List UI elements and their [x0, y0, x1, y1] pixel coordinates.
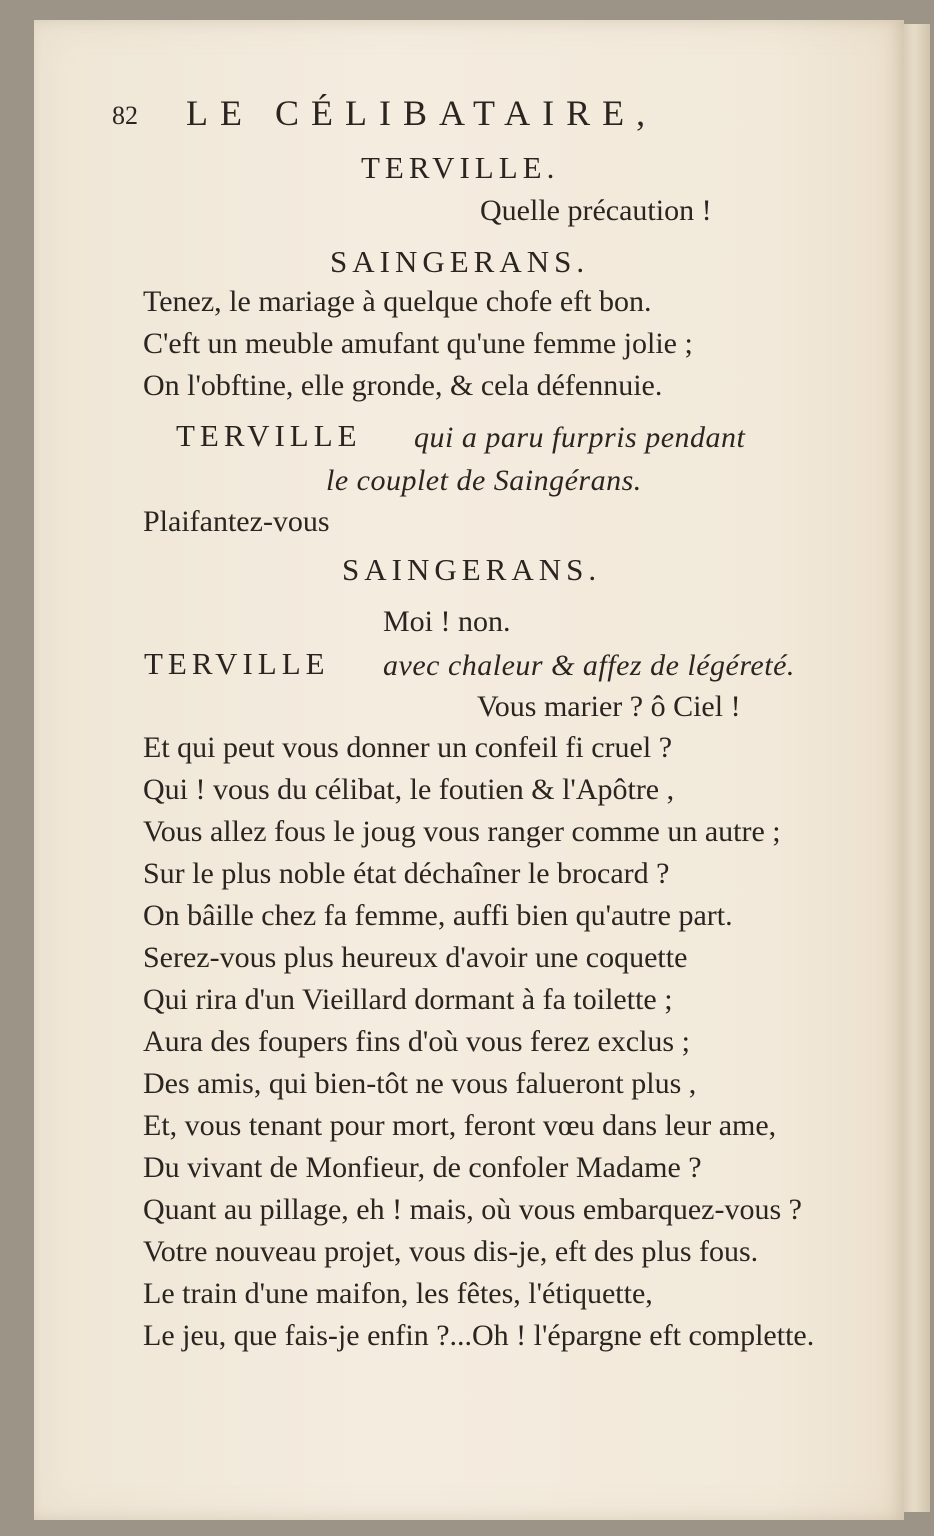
speaker-name: SAINGERANS. [330, 244, 590, 279]
stage-direction: le couplet de Saingérans. [326, 464, 642, 497]
verse-line: Tenez, le mariage à quelque chofe eft bon. [143, 285, 652, 318]
verse-line: Du vivant de Monfieur, de confoler Madame ? [143, 1151, 702, 1184]
verse-line: Vous marier ? ô Ciel ! [477, 690, 741, 723]
page-number: 82 [112, 101, 138, 130]
verse-line: Et qui peut vous donner un confeil fi cruel ? [143, 731, 673, 764]
stage-direction: qui a paru furpris pendant [414, 421, 746, 454]
verse-line: Qui rira d'un Vieillard dormant à fa toilette ; [143, 983, 673, 1016]
verse-line: Quelle précaution ! [480, 194, 712, 227]
verse-line: Votre nouveau projet, vous dis-je, eft des plus fous. [143, 1235, 759, 1268]
verse-line: Vous allez fous le joug vous ranger comme un autre ; [143, 815, 781, 848]
verse-line: Serez-vous plus heureux d'avoir une coquette [143, 941, 688, 974]
verse-line: Aura des foupers fins d'où vous ferez exclus ; [143, 1025, 690, 1058]
verse-line: Le jeu, que fais-je enfin ?...Oh ! l'épargne eft complette. [143, 1319, 815, 1352]
running-title: LE CÉLIBATAIRE, [186, 93, 658, 133]
verse-line: C'eft un meuble amufant qu'une femme jolie ; [143, 327, 693, 360]
speaker-name: TERVILLE [176, 418, 362, 453]
verse-line: Et, vous tenant pour mort, feront vœu dans leur ame, [143, 1109, 777, 1142]
verse-line: Qui ! vous du célibat, le foutien & l'Apôtre , [143, 773, 675, 806]
verse-line: Des amis, qui bien-tôt ne vous falueront plus , [143, 1067, 697, 1100]
speaker-name: TERVILLE. [361, 150, 560, 185]
verse-line: On l'obftine, elle gronde, & cela défennuie. [143, 369, 663, 402]
speaker-name: SAINGERANS. [342, 552, 602, 587]
adjacent-page-edge [904, 24, 930, 1512]
verse-line: Sur le plus noble état déchaîner le brocard ? [143, 857, 670, 890]
verse-line: Quant au pillage, eh ! mais, où vous embarquez-vous ? [143, 1193, 802, 1226]
verse-line: Plaifantez-vous [143, 505, 330, 538]
verse-line: Moi ! non. [383, 605, 511, 638]
verse-line: Le train d'une maifon, les fêtes, l'étiquette, [143, 1277, 653, 1310]
verse-line: On bâille chez fa femme, auffi bien qu'autre part. [143, 899, 733, 932]
stage-direction: avec chaleur & affez de légéreté. [383, 649, 795, 682]
speaker-name: TERVILLE [144, 646, 330, 681]
